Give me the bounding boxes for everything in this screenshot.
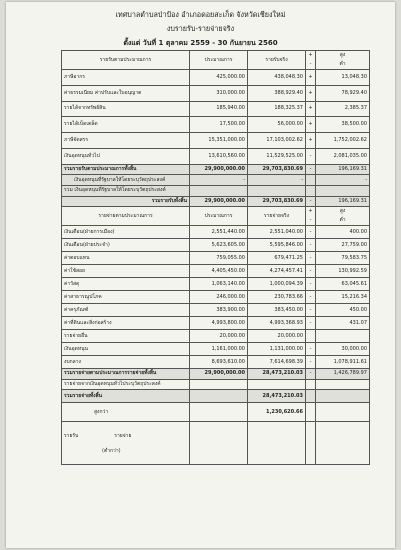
sign-value [306, 379, 316, 390]
actual-value: 1,131,000.00 [248, 343, 306, 356]
estimate-value: 8,693,610.00 [190, 356, 248, 369]
org-title: เทศบาลตำบลป่าป้อง อำเภอดอยสะเก็ด จังหวัดเชียงใหม่ [115, 10, 286, 19]
estimate-value: 383,900.00 [190, 304, 248, 317]
actual-value: 438,048.30 [248, 70, 306, 86]
row-label: รายได้จากทรัพย์สิน [62, 101, 190, 117]
column-header: + - [306, 207, 316, 226]
actual-value: 1,000,094.39 [248, 278, 306, 291]
sign-value: - [306, 239, 316, 252]
actual-value: 388,929.40 [248, 85, 306, 101]
expense-row [62, 343, 370, 356]
expense-total-row [62, 369, 370, 380]
sign-value: - [306, 369, 316, 380]
sign-value [306, 175, 316, 186]
row-label: รายจ่ายอื่น [62, 330, 190, 343]
sign-value: - [306, 252, 316, 265]
difference-value [316, 330, 370, 343]
actual-value: 28,473,210.03 [248, 390, 306, 403]
sign-value: + [306, 133, 316, 149]
expense-row [62, 356, 370, 369]
document-page [6, 2, 395, 548]
income-row [62, 133, 370, 149]
estimate-value: - [190, 175, 248, 186]
estimate-value: 1,161,000.00 [190, 343, 248, 356]
expense-row [62, 330, 370, 343]
row-label: รวมรายรับตามประมาณการทั้งสิ้น [62, 164, 190, 175]
difference-value: 15,216.34 [316, 291, 370, 304]
difference-value: 450.00 [316, 304, 370, 317]
empty-cell [306, 403, 316, 422]
empty-cell [190, 403, 248, 422]
expense-row [62, 226, 370, 239]
column-header: รายรับจริง [248, 51, 306, 70]
row-label: งบกลาง [62, 356, 190, 369]
column-header: ประมาณการ [190, 51, 248, 70]
subsidy-row [62, 175, 370, 186]
estimate-value: 29,900,000.00 [190, 369, 248, 380]
row-label: รายจ่ายจากเงินอุดหนุนทั่วไประบุวัตถุประสงค์ [62, 379, 190, 390]
grand-income-row [62, 196, 370, 207]
expense-row [62, 252, 370, 265]
estimate-value: 15,351,000.00 [190, 133, 248, 149]
actual-value [248, 379, 306, 390]
row-label: ค่าธรรมเนียม ค่าปรับและใบอนุญาต [62, 85, 190, 101]
row-label: รวมรายจ่ายทั้งสิ้น [62, 390, 190, 403]
income-row [62, 70, 370, 86]
subsidy-total-row [62, 185, 370, 196]
report-period: ตั้งแต่ วันที่ 1 ตุลาคม 2559 - 30 กันยายน 2560 [123, 39, 278, 47]
estimate-value: 13,610,560.00 [190, 148, 248, 164]
row-label: ค่าตอบแทน [62, 252, 190, 265]
sign-value [306, 330, 316, 343]
estimate-value: 5,623,605.00 [190, 239, 248, 252]
empty-cell [316, 422, 370, 465]
column-header: ประมาณการ [190, 207, 248, 226]
estimate-value [190, 390, 248, 403]
estimate-value: 759,055.00 [190, 252, 248, 265]
sign-value: - [306, 317, 316, 330]
actual-value: 20,000.00 [248, 330, 306, 343]
surplus-label: สูงกว่า [62, 403, 190, 422]
difference-value: 130,992.59 [316, 265, 370, 278]
estimate-value: 4,405,450.00 [190, 265, 248, 278]
estimate-value: 29,900,000.00 [190, 164, 248, 175]
column-header: รายจ่ายตามประมาณการ [62, 207, 190, 226]
column-header: สูง ต่ำ [316, 51, 370, 70]
estimate-value: 4,993,800.00 [190, 317, 248, 330]
difference-value [316, 185, 370, 196]
sign-value: - [306, 291, 316, 304]
sign-value: - [306, 343, 316, 356]
row-label: ภาษีอากร [62, 70, 190, 86]
difference-value: 431.07 [316, 317, 370, 330]
difference-value [316, 390, 370, 403]
actual-value: 17,103,002.62 [248, 133, 306, 149]
estimate-value: 425,000.00 [190, 70, 248, 86]
statement-table [61, 50, 370, 465]
estimate-value: 17,500.00 [190, 117, 248, 133]
sign-value: - [306, 196, 316, 207]
row-label: เงินเดือน(ฝ่ายการเมือง) [62, 226, 190, 239]
actual-value: 2,551,040.00 [248, 226, 306, 239]
estimate-value [190, 379, 248, 390]
income-row [62, 101, 370, 117]
sign-value: - [306, 304, 316, 317]
actual-value: 29,703,830.69 [248, 164, 306, 175]
sign-value: + [306, 117, 316, 133]
expense-row [62, 239, 370, 252]
sign-value: - [306, 265, 316, 278]
sign-value: - [306, 164, 316, 175]
sign-value: + [306, 70, 316, 86]
empty-cell [306, 422, 316, 465]
actual-value: 188,325.37 [248, 101, 306, 117]
table-header-row [62, 51, 370, 70]
row-label: ค่าครุภัณฑ์ [62, 304, 190, 317]
difference-value: 13,048.30 [316, 70, 370, 86]
difference-value: 38,500.00 [316, 117, 370, 133]
income-row [62, 117, 370, 133]
footer-label [62, 422, 190, 465]
difference-value: 196,169.31 [316, 196, 370, 207]
row-label: รวมรายรับทั้งสิ้น [62, 196, 190, 207]
sign-value: - [306, 226, 316, 239]
column-header: รายจ่ายจริง [248, 207, 306, 226]
sign-value: + [306, 85, 316, 101]
actual-value [248, 185, 306, 196]
income-total-row [62, 164, 370, 175]
estimate-value: 185,940.00 [190, 101, 248, 117]
difference-value: 2,385.37 [316, 101, 370, 117]
difference-value: 27,759.00 [316, 239, 370, 252]
row-label: ค่าที่ดินและสิ่งก่อสร้าง [62, 317, 190, 330]
actual-value: 29,703,830.69 [248, 196, 306, 207]
actual-value: 4,993,368.93 [248, 317, 306, 330]
actual-value: 4,274,457.41 [248, 265, 306, 278]
row-label: ค่าใช้สอย [62, 265, 190, 278]
empty-cell [248, 422, 306, 465]
sign-value [306, 390, 316, 403]
difference-value: 78,929.40 [316, 85, 370, 101]
sign-value: + [306, 101, 316, 117]
difference-value [316, 379, 370, 390]
actual-value: 679,471.25 [248, 252, 306, 265]
row-label: เงินเดือน(ฝ่ายประจำ) [62, 239, 190, 252]
estimate-value: 29,900,000.00 [190, 196, 248, 207]
actual-value: 230,783.66 [248, 291, 306, 304]
actual-value: 5,595,846.00 [248, 239, 306, 252]
table-header-row [62, 207, 370, 226]
expense-row [62, 265, 370, 278]
estimate-value: 20,000.00 [190, 330, 248, 343]
grand-expense-row [62, 390, 370, 403]
estimate-value [190, 185, 248, 196]
row-label: เงินอุดหนุนที่รัฐบาลให้โดยระบุวัตถุประสงค์ [62, 175, 190, 186]
actual-value: 11,529,525.00 [248, 148, 306, 164]
row-label: รายได้เบ็ดเตล็ด [62, 117, 190, 133]
expense-subsidy-row [62, 379, 370, 390]
difference-value: 79,583.75 [316, 252, 370, 265]
actual-value: - [248, 175, 306, 186]
expense-row [62, 317, 370, 330]
column-header: สูง ต่ำ [316, 207, 370, 226]
difference-value: - [316, 175, 370, 186]
expense-row [62, 291, 370, 304]
expense-row [62, 278, 370, 291]
difference-value: 400.00 [316, 226, 370, 239]
row-label: ภาษีจัดสรร [62, 133, 190, 149]
sign-value: - [306, 356, 316, 369]
footer-lower: (ต่ำกว่า) [102, 448, 121, 455]
row-label: เงินอุดหนุนทั่วไป [62, 148, 190, 164]
surplus-value: 1,230,620.66 [248, 403, 306, 422]
estimate-value: 2,551,440.00 [190, 226, 248, 239]
estimate-value: 246,000.00 [190, 291, 248, 304]
difference-value: 63,045.61 [316, 278, 370, 291]
sign-value: - [306, 148, 316, 164]
income-row [62, 148, 370, 164]
estimate-value: 1,063,140.00 [190, 278, 248, 291]
empty-cell [316, 403, 370, 422]
row-label: รวมรายจ่ายตามประมาณการรายจ่ายทั้งสิ้น [62, 369, 190, 380]
actual-value: 383,450.00 [248, 304, 306, 317]
difference-value: 1,078,911.61 [316, 356, 370, 369]
income-row [62, 85, 370, 101]
row-label: ค่าวัสดุ [62, 278, 190, 291]
sign-value: - [306, 278, 316, 291]
sign-value [306, 185, 316, 196]
difference-value: 2,081,035.00 [316, 148, 370, 164]
footer-row [62, 422, 370, 465]
difference-value: 30,000.00 [316, 343, 370, 356]
actual-value: 28,473,210.03 [248, 369, 306, 380]
row-label: รวม เงินอุดหนุนที่รัฐบาลให้โดยระบุวัตถุประสงค์ [62, 185, 190, 196]
difference-value: 1,426,789.97 [316, 369, 370, 380]
actual-value: 56,000.00 [248, 117, 306, 133]
actual-value: 7,614,698.39 [248, 356, 306, 369]
column-header: + - [306, 51, 316, 70]
empty-cell [190, 422, 248, 465]
row-label: ค่าสาธารณูปโภค [62, 291, 190, 304]
difference-value: 1,752,002.62 [316, 133, 370, 149]
expense-row [62, 304, 370, 317]
surplus-row [62, 403, 370, 422]
column-header: รายรับตามประมาณการ [62, 51, 190, 70]
estimate-value: 310,000.00 [190, 85, 248, 101]
footer-expense: รายจ่าย [114, 433, 132, 440]
footer-income: รายรับ [64, 433, 79, 440]
row-label: เงินอุดหนุน [62, 343, 190, 356]
report-title: งบรายรับ-รายจ่ายจริง [166, 24, 235, 33]
difference-value: 196,169.31 [316, 164, 370, 175]
